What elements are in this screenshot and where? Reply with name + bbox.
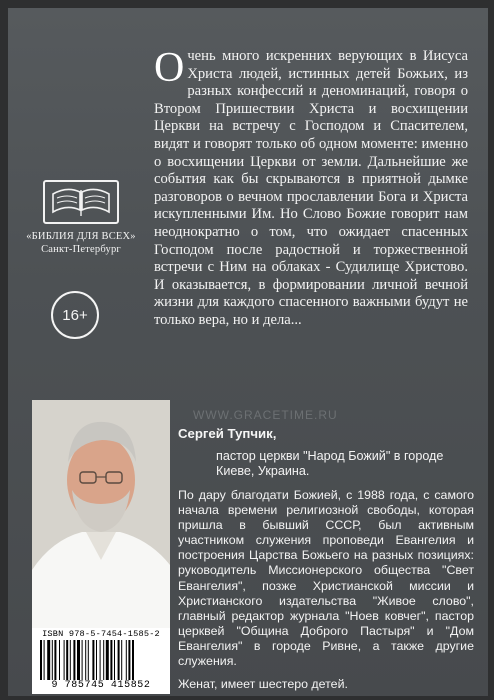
family-info: Женат, имеет шестеро детей. [178,677,348,692]
isbn-barcode [32,628,170,694]
author-role: пастор церкви "Народ Божий" в городе Киеве, Украина. [216,449,444,479]
publisher-name: «БИБЛИЯ ДЛЯ ВСЕХ» [26,231,136,242]
age-rating-badge: 16+ [51,291,99,339]
watermark: WWW.GRACETIME.RU [193,408,338,422]
author-photo [32,400,170,628]
intro-text [154,45,468,330]
author-bio [178,488,474,692]
open-book-globe-icon [43,180,119,224]
author-name: Сергей Тупчик, [178,426,277,441]
isbn-text: ISBN 978-5-7454-1585-2 [42,629,160,639]
bio-paragraph: По дару благодати Божией, с 1988 года, с самого начала времени религиозной свободы, которая пришла в бывший СССР, был активным участником служения проповеди Евангелия и построения Царства Божьего на разных позициях: руководитель Миссионерского общества "Свет Евангелия", позже Христианской миссии и Христианского издательства "Живое слово", главный редактор журнала "Ноев ковчег", пастор церквей "Община Доброго Пастыря" и "Дом Евангелия" в городе Ривне, а также другие служения. [178,488,474,669]
publisher-city: Санкт-Петербург [41,244,121,256]
publisher-logo [26,180,136,256]
intro-body: чень много искренних верующих в Иисуса Христа людей, истинных детей Божьих, из разных конфессий и деноминаций, говоря о Втором Пришествии Христа и восхищении Церкви на встречу с Господом и Спасителем, видят и говорят только об одном моменте: именно о восхищении Церкви от земли. Дальнейшие же события как бы скрываются в приятной дымке разговоров о вечном прославлении Бога и Христа искупленными Им. Но Слово Божие говорит нам неоднократно о том, что ожидает спасенных Господом после радостной и торжественной встречи с Ним на облаках - Судилище Христово. И оказывается, в формировании личной вечной жизни для каждого спасенного важными будут не только вера, но и дела... [154,48,468,328]
barcode-bars [40,640,162,680]
book-back-cover [8,8,488,696]
dropcap-letter: О [154,45,185,91]
barcode-digits: 9 785745 415852 [51,680,151,691]
